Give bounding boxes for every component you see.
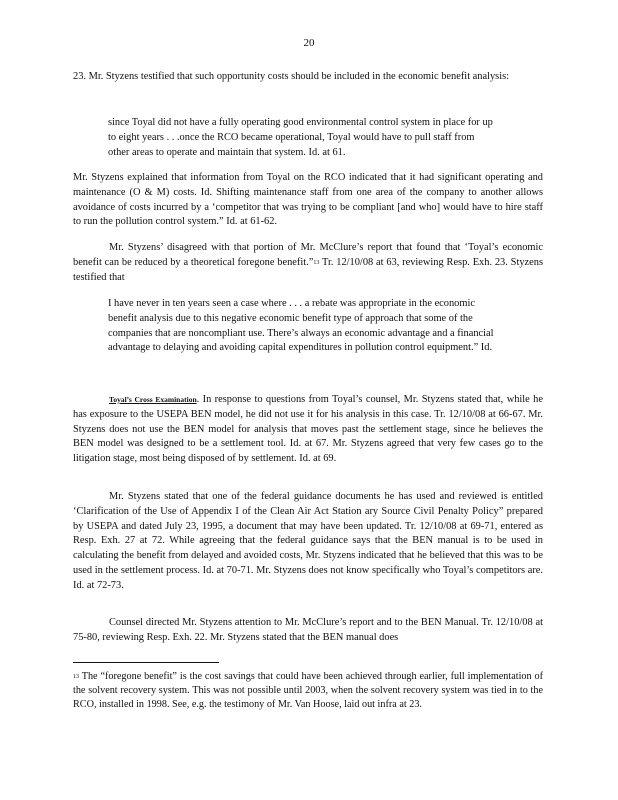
paragraph-23: 23. Mr. Styzens testified that such opportunity costs should be included in the economic benefit analysis: (73, 71, 510, 82)
block-quote-2: I have never in ten years seen a case where . . . a rebate was appropriate in the economic benefit analysis due to this negative economic benefit type of approach that some of the companies that are noncompliant use. There’s always an economic advantage and a financial advantage to delaying and avoiding capital expenditures in pollution control equipment.” Id. (108, 298, 494, 354)
cross-exam-text: . In response to questions from Toyal’s counsel, Mr. Styzens stated that, while he has exposure to the USEPA BEN model, he did not use it for his analysis in this case. Tr. 12/10/08 at 66-67. Mr. Styzens does not use the BEN model for analysis that moves past the settlement stage, since he believes the BEN model was designed to be a settlement tool. Id. at 67. Mr. Styzens agreed that very few cases go to the litigation stage, most being disposed of by settlement. Id. at 69. (73, 394, 543, 465)
footnote-marker: 13 (73, 674, 79, 680)
section-heading-cross-exam: Toyal’s Cross Examination (109, 395, 197, 404)
paragraph-cross-examination (73, 393, 543, 467)
footnote-text: The “foregone benefit” is the cost savings that could have been achieved through earlier, full implementation of the solvent recovery system. This was not possible until 2003, when the solvent recovery system was tied in to the RCO, installed in 1998. See, e.g. the testimony of Mr. Van Hoose, laid out infra at 23. (73, 671, 543, 710)
footnote-ref-13[interactable]: 13 (313, 259, 320, 266)
paragraph-counsel: Counsel directed Mr. Styzens attention to Mr. McClure’s report and to the BEN Manual. Tr. 12/10/08 at 75-80, reviewing Resp. Exh. 22. Mr. Styzens stated that the BEN manual does (73, 617, 543, 643)
paragraph-disagreed-text: Mr. Styzens’ disagreed with that portion of Mr. McClure’s report that found that ‘Toyal’s economic benefit can be reduced by a theoretical foregone benefit.” (73, 242, 543, 268)
page-number: 20 (303, 37, 315, 49)
footnote-divider (73, 662, 219, 663)
paragraph-disagreed-tail: Tr. 12/10/08 at 63, reviewing Resp. Exh. 23. Styzens testified that (73, 256, 543, 283)
paragraph-guidance: Mr. Styzens stated that one of the federal guidance documents he has used and reviewed is entitled ‘Clarification of the Use of Appendix I of the Clean Air Act Station ary Source Civil Penalty Policy” prepared by USEPA and dated July 23, 1995, a document that may have been updated. Tr. 12/10/08 at 69-71, entered as Resp. Exh. 27 at 72. While agreeing that the federal guidance says that the BEN manual is to be used in calculating the benefit from delayed and avoided costs, Mr. Styzens indicated that he believed that this was to be used in the settlement process. Id. at 70-71. Mr. Styzens does not know specifically who Toyal’s competitors are. Id. at 72-73. (73, 491, 543, 591)
block-quote-1: since Toyal did not have a fully operating good environmental control system in place for up to eight years . . .once the RCO became operational, Toyal would have to pull staff from other areas to operate and maintain that system. Id. at 61. (108, 117, 493, 158)
paragraph-explained: Mr. Styzens explained that information from Toyal on the RCO indicated that it had significant operating and maintenance (O & M) costs. Id. Shifting maintenance staff from one area of the company to another allows avoidance of costs incurred by a ‘competitor that was trying to be compliant [and who] would have to hire staff to run the pollution control system.” Id. at 61-62. (73, 172, 543, 228)
footnote-13 (73, 670, 543, 712)
paragraph-disagreed (73, 241, 543, 285)
